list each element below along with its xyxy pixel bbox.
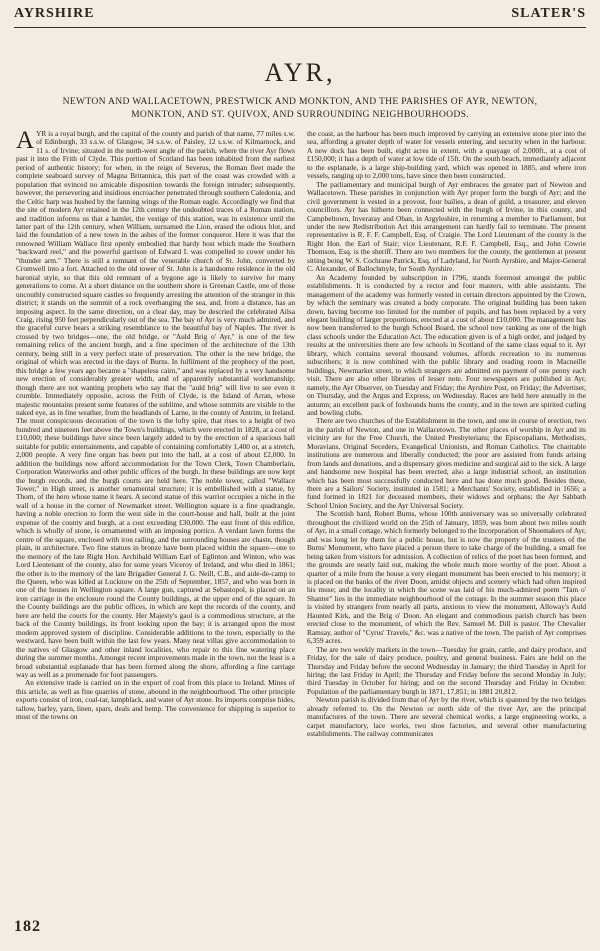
page-number: 182: [14, 918, 41, 935]
drop-cap: A: [16, 130, 35, 154]
paragraph: The are two weekly markets in the town—Tuesday for grain, cattle, and dairy produce, and Friday, for the sale of dairy produce, poultry, and general business. Fairs are held on the Thursday and Friday before the second Wednesday in January; the third Tuesday in April for hiring; the last Friday in April; the Thursday and Friday before the second Monday in July; third Tuesday in October for hiring; and on the second Thursday and Friday in October. Population of the parliamentary burgh in 1871, 17,851; in 1881 20,812.: [307, 644, 586, 696]
paragraph: the coast, as the harbour has been much improved by carrying an extensive stone pier into the sea, affording a greater depth of water for vessels entering, and security when in the harbour. A new dock has been built, eight acres in extent, with a quayage of 2,000ft., at a cost of £150,000; it has a depth of water at low tide of 15ft. On the south beach, immediately adjacent to the esplanade, is a large ship-building yard, which was opened in 1885, and where iron vessels, ranging up to 2,000 tons, have since then been constructed.: [307, 130, 586, 181]
paragraph: [16, 130, 295, 679]
right-column: [307, 130, 586, 922]
paragraph-text: YR is a royal burgh, and the capital of the county and parish of that name, 77 miles s.w. of Edinburgh, 33 s.s.w. of Glasgow, 34 s.s.w. of Paisley, 12 s.s.w. of Kilmarnock, and 11 s. of Irvine; situated in the north-west angle of the parish, where the river Ayr flows past it into the Frith of Clyde. This portion of Scotland has been inhabited from the earliest period of authentic history; for when, in the reign of Severus, the Roman fleet made the complete seaboard survey of Magna Britannica, this part of the coast was crowded with a population that evinced no amicable disposition towards the foreign intruder; subsequently, however, the persevering and insidious encroacher penetrated through southern Caledonia, and the Celtic harp was hushed by the fanning wings of the Roman eagle. Accordingly we find that the site of modern Ayr retained in the 12th century the undoubted traces of a Roman station, and tradition informs us that a hamlet, the vestige of this station, was in existence until the latter part of the 12th century, when William, surnamed the Lion, erased the odious blot, and laid the foundation of a new town in the ashes of the former conqueror. Here it was that the renowned William Wallace first openly embodied that hardy host which made the Southern "backward reel," and the powerful garrison of Edward I. was compelled to cower under his "thunder arm." There is still a remnant of the venerable church of St. John, converted by Cromwell into a fort. Attached to the old tower of St. John is a handsome residence in the old baronial style, so that this old remnant of a bygone age is likely to survive for many generations to come. At a short distance on the southern shore is Greenan Castle, one of those uncouthly constructed square castles so frequently arresting the attention of the stranger in this district; it stands on the summit of a rock overhanging the sea, and, from a distance, has an imposing aspect. In the same direction, on a clear day, may be descried the celebrated Ailsa Craig, rising 950 feet perpendicularly out of the sea. The bay of Ayr is very much admired, and the graceful curve bears a striking resemblance to the beautiful bay of Naples. The river is crossed by two bridges—one, the old bridge, or "Auld Brig o' Ayr," is one of the few remaining relics of the ancient burgh, and a fine specimen of the architecture of the 13th century, being still in a very perfect state of preservation. The other is the new bridge, the original of which was erected in the days of Burns. In fulfilment of the prophecy of the poet, this bridge a few years ago became a "shapeless cairn," and was replaced by a very handsome new erection of considerably greater width, and of apparently substantial workmanship; though there are not wanting prophets who say that the "auld brig" will live to see even it crumble. Immediately opposite, across the Frith of Clyde, is the Island of Arran, whose majestic mountains present some features of the sublime, and whose summits are visible to the naked eye, as in fine weather, from the headlands of Larne, in the county of Antrim, in Ireland. The most conspicuous decoration of the town is the lofty spire, that rises to a height of two hundred and nineteen feet above the Town's buildings, which were erected in 1828, at a cost of £10,000; these buildings have since been largely added to by the erection of a spacious hall suitable for public entertainments, and capable of containing comfortably 1,400 or, at a stretch, 2,000 people. A very fine organ has been put into the hall, at a cost of about £2,000. In addition the buildings now afford accommodation for the Town Clerk, Town Chamberlain, Corporation Waterworks and other public offices of the burgh. In these buildings are now kept the burgh records, and the burgh courts are held here. The noble tower, called "Wallace Tower," in High street, is another ornamental structure; it is embellished with a statue, by Thom, of the hero whose name it bears. A second statue of this warrior occupies a niche in the wall of a house in the corner of Newmarket street. Wellington square is a fine quadrangle, having a noble erection to form the west side in the court-house and hall, built at the joint expense of the county and burgh, at a cost exceeding £30,000. The east front of this edifice, which is wholly of stone, is ornamented with an imposing portico. A verdant lawn forms the centre of the square, enclosed with iron railing, and the surrounding houses are chaste, though plain, in architecture. Two fine statues in bronze have been placed within the square—one to the memory of the late Right Hon. Archibald William Earl of Eglinton and Winton, who was Lord Lieutenant of the county, also for some years Viceroy of Ireland, and who died in 1861; the other is to the memory of the late Brigadier General J. G. Neill, C.B., and aide-de-camp to the Queen, who was killed at Lucknow on the 25th of September, 1857, and who was born in one of the houses in Wellington square. A large gun, captured at Sebastopol, is placed on an iron carriage in the enclosure round the County buildings, at the upper end of the square. In the County buildings are the public offices, in which are kept the records of the county, and here are held the courts for the county. Her Majesty's gaol is a commodious structure, at the back of the County buildings, its front looking upon the bay; it is arranged upon the most modern approved system of discipline. Considerable additions to the town, especially to the westward, have been built within the last few years. Many neat villas give accommodation to the natives of Glasgow and other inland localities, who repair to this fine watering place during the summer months. Amongst recent improvements made in the town, not the least is a broad substantial esplanade that has been formed along the shore, affording a fine carriage way as well as a promenade for foot passengers.: [16, 130, 295, 679]
left-column: [16, 130, 295, 922]
paragraph: There are two churches of the Establishment in the town, and one in course of erection, two in the parish of Newton, and one in Wallacetown. The other places of worship in Ayr and its vicinity are for the Free Church, the United Presbyterians; the Episcopalians, Methodists, Moravians, Original Seceders, Evangelical Unionists, and Roman Catholics. The charitable institutions are numerous and liberally conducted; the poor are assisted from funds arising from lands and donations, and a dispensary gives medicine and surgical aid to the sick. A large and handsome new hospital has been erected, also a large industrial school, an institution which has been most successfully conducted here and has done much good. Besides these, there are a Sailors' Society, instituted in 1581; a Merchants' Society, established in 1656; a fund formed in 1821 for deceased members, their widows and orphans; the Ayr Sabbath School Union Society, and the Ayr Universal Society.: [307, 416, 586, 510]
paragraph: Newton parish is divided from that of Ayr by the river, which is spanned by the two bridges already referred to. On the Newton or north side of the river Ayr, are the principal manufactures of the town. There are several chemical works, a large engineering works, a carpet manufactory, lace works, two shoe factories, and several other manufacturing establishments. The railway communicates: [307, 695, 586, 739]
paragraph: An Academy founded by subscription in 1796, stands foremost amongst the public establishments. It is conducted by a rector and four masters, with able assistants. The management of the academy was formerly vested in certain directors appointed by the Crown, by which the seminary was created a body corporate. The original building has been taken down, having become too limited for the number of pupils, and has been replaced by a very elegant building of larger proportions, erected at a cost of about £10,000. The management has now been transferred to the burgh School Board, the school now ranking as one of the high class schools under the Education Act. The education given is of a high order, and judged by results at the universities there are few schools in Scotland of the same class equal to it. Ayr library, which contains several thousand volumes, affords recreation to its numerous subscribers; it is now combined with the public library and reading room in Macneille buildings, Newmarket street, to which strangers are admitted on payment of one penny each visit. There are also other libraries of lesser note. Four newspapers are published in Ayr, namely, the Ayr Observer, on Tuesday and Friday; the Ayrshire Post, on Friday; the Advertiser, on Thursday, and the Argus and Express, on Wednesday. Races are held here annually in the autumn; an excellent pack of foxhounds hunts the county, and in the town are spirited curling and bowling clubs.: [307, 272, 586, 417]
paragraph: The parliamentary and municipal burgh of Ayr embraces the greater part of Newton and Wallacetown. These parishes in conjunction with Ayr proper form the burgh of Ayr; and the civil government is vested in a provost, four bailies, a dean of guild, a treasurer, and eleven councillors. Ayr has hitherto been connected with the burgh of Irvine, in this county, and Campbeltown, Inveraray and Oban, in Argyleshire, in returning a member to Parliament, but under the new Redistribution Act this arrangement can hardly fail to terminate. The present representative is R. F. F. Campbell, Esq. of Craigie. The Lord Lieutenant of the county is the Right Hon. the Earl of Stair; vice Lieutenant, R.F. F. Campbell, Esq., and John Cowrie Thomson, Esq. is the sheriff. There are two members for the county, the gentlemen at present sitting being W. S. Cochrane Patrick, Esq. of Ladyland, for North Ayrshire, and Major-General C. Alexander, of Ballochmyle, for South Ayrshire.: [307, 179, 586, 274]
paragraph: An extensive trade is carried on in the export of coal from this place to Ireland. Mines of this article, as well as fine quarries of stone, abound in the neighbourhood. The other principle exports consist of iron, coal-tar, lampblack, and water of Ayr stone. Its imports comprise hides, tallow, barley, yarn, linen, spars, deals and hemp. The convenience for shipping is superior to most of the towns on: [16, 678, 295, 722]
header-publisher: SLATER'S: [511, 6, 586, 21]
running-header: [14, 6, 586, 28]
page-subtitle: NEWTON AND WALLACETOWN, PRESTWICK AND MONKTON, AND THE PARISHES OF AYR, NEWTON, MONKTON, AND ST. QUIVOX, AND SURROUNDING NEIGHBOURHOODS.: [62, 96, 538, 120]
header-rule: [14, 27, 586, 28]
page-title: AYR,: [264, 58, 336, 87]
header-county: AYRSHIRE: [14, 6, 95, 21]
paragraph: The Scottish bard, Robert Burns, whose 100th anniversary was so universally celebrated throughout the civilized world on the 25th of January, 1859, was born about two miles south of Ayr, in a small cottage, which formerly belonged to the Incorporation of Shoemakers of Ayr, and was long let by them for a public house, but is now the property of the trustees of the Burns' Monument, who have placed a person there to take charge of the building, a small fee being taken from visitors for admission. A collection of relics of the poet has been formed, and the grounds are neatly laid out, making the whole much more worthy of the poet. About a quarter of a mile from the house a very elegant monument has been erected to his memory; it is placed on the banks of the river Doon, amidst objects and scenery which had often inspired his muse; and the locality in which the scene was laid of his much-admired poem "Tam o' Shanter" lies in the immediate neighbourhood of the cottage. In the summer season this place is visited by strangers from nearly all parts, anxious to view the monument, Alloway's Auld Haunted Kirk, and the Brig o' Doon. An elegant and commodious parish church has been erected close to the monument, of which the Rev. Samuel M. Dill is pastor. The Chevalier Ramsay, author of "Cyrus' Travels," &c. was a native of the town. The parish of Ayr comprises 6,359 acres.: [307, 509, 586, 646]
